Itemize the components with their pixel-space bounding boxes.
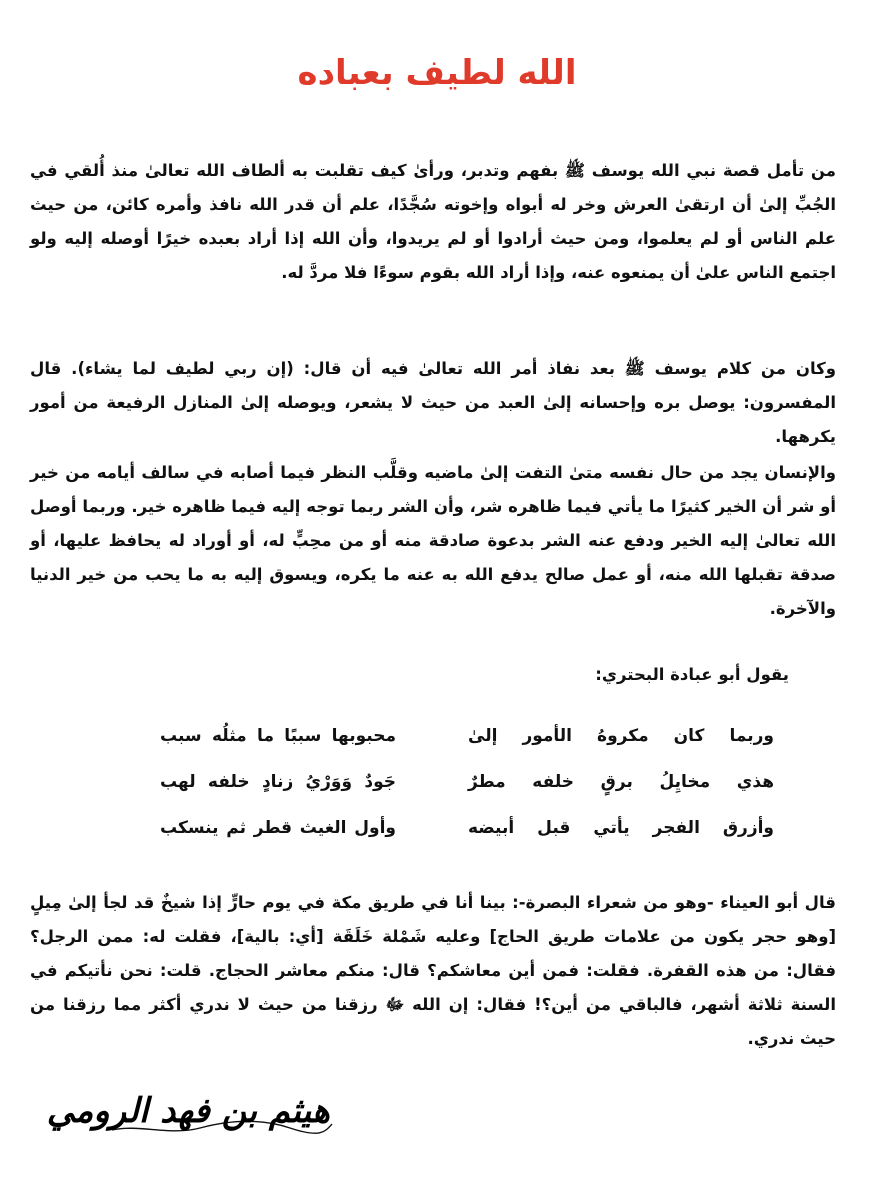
article-title: الله لطيف بعباده xyxy=(297,53,577,93)
signature-text: هيثم بن فهد الرومي xyxy=(46,1091,330,1131)
poem-block xyxy=(0,716,874,856)
signature-calligraphy xyxy=(46,1078,340,1158)
verse-first-hemistich: وربما كان مكروهُ الأمور إلىٰ xyxy=(468,726,774,746)
closing-paragraph: قال أبو العيناء -وهو من شعراء البصرة-: بينا أنا في طريق مكة في يوم حارٍّ إذا شيخٌ قد لجأ إلىٰ مِيلٍ [وهو حجر يكون من علامات طريق الحاج] وعليه شَمْلة خَلَقَة [أي: بالية]، فقلت له: ممن الرجل؟ فقال: من هذه القفرة. فقلت: فمن أين معاشكم؟ قال: منكم معاشر الحجاج. قلت: نحن نأتيكم في السنة ثلاثة أشهر، فالباقي من أين؟! فقال: إن الله ﷻ رزقنا من حيث لا ندري أكثر مما رزقنا من حيث ندري. xyxy=(30,893,836,1048)
verse-second-hemistich: جَودٌ وَوَرْيُ زنادٍ خلفه لهب xyxy=(160,772,396,792)
verse-second-hemistich: محبوبها سببًا ما مثلُه سبب xyxy=(160,726,396,746)
verse-second-hemistich: وأول الغيث قطر ثم ينسكب xyxy=(160,818,396,838)
author-signature xyxy=(46,1078,340,1158)
verse-first-hemistich: وأزرق الفجر يأتي قبل أبيضه xyxy=(468,818,774,838)
verse-row xyxy=(0,762,874,808)
verse-first-hemistich: هذي مخايِلُ برقٍ خلفه مطرٌ xyxy=(468,772,774,792)
paragraph-2: وكان من كلام يوسف ﷺ بعد نفاذ أمر الله تعالىٰ فيه أن قال: (إن ربي لطيف لما يشاء). قال المفسرون: يوصل بره وإحسانه إلىٰ العبد من حيث لا يشعر، ويوصله إلىٰ المنازل الرفيعة من أمور يكرهها. xyxy=(30,359,836,446)
poet-intro: يقول أبو عبادة البحتري: xyxy=(595,665,789,684)
verse-row xyxy=(0,808,874,854)
verse-row xyxy=(0,716,874,762)
paragraph-1: من تأمل قصة نبي الله يوسف ﷺ بفهم وتدبر، ورأىٰ كيف تقلبت به ألطاف الله تعالىٰ منذ أُلقي في الجُبِّ إلىٰ أن ارتقىٰ العرش وخر له أبواه وإخوته سُجَّدًا، علم أن قدر الله نافذ وأمره كائن، من حيث علم الناس أو لم يعلموا، ومن حيث أرادوا أو لم يريدوا، وأن الله إذا أراد بعبده خيرًا أوصله إليه ولو اجتمع الناس علىٰ أن يمنعوه عنه، وإذا أراد الله بقوم سوءًا فلا مردَّ له. xyxy=(30,161,836,282)
paragraph-3: والإنسان يجد من حال نفسه متىٰ التفت إلىٰ ماضيه وقلَّب النظر فيما أصابه في سالف أيامه من خير أو شر أن الخير كثيرًا ما يأتي فيما ظاهره شر، وأن الشر ربما توجه إليه فيما ظاهره خير. وربما أوصل الله تعالىٰ إليه الخير ودفع عنه الشر بدعوة صادقة منه أو من محِبٍّ له، أو أوراد له يحافظ عليها، أو صدقة تقبلها الله منه، أو عمل صالح يدفع الله به عنه ما يكره، ويسوق إليه به ما يحب من خير الدنيا والآخرة. xyxy=(30,463,836,618)
